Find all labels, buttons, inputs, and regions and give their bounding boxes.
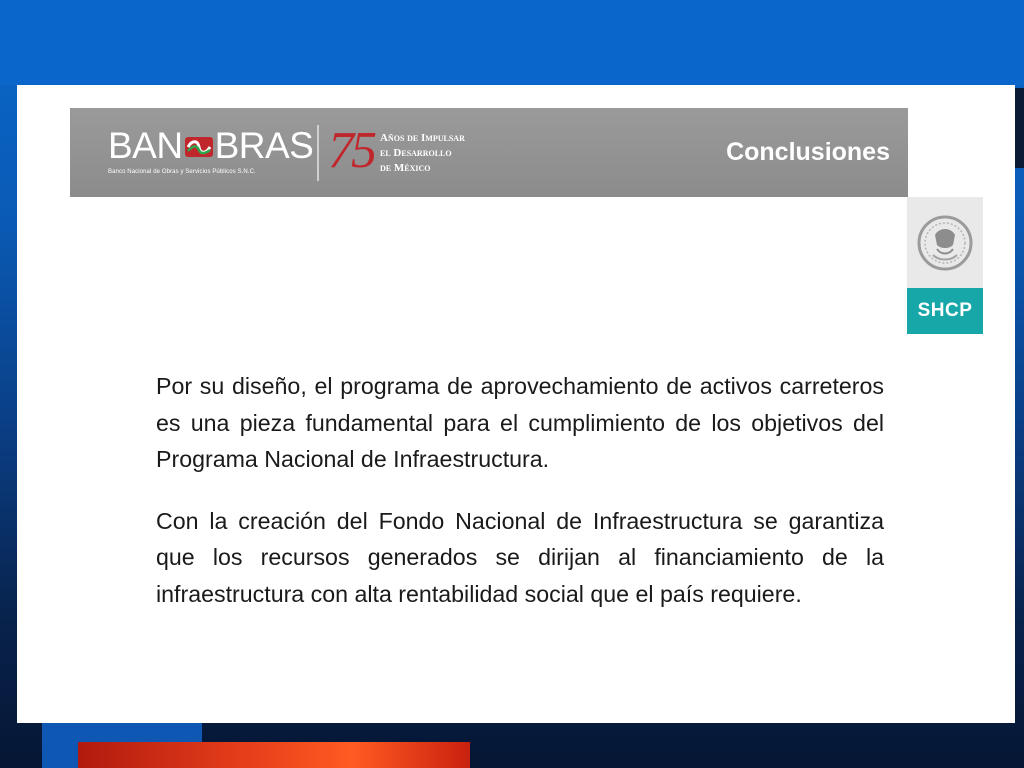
mexico-coat-of-arms-icon bbox=[907, 197, 983, 288]
national-seal-box bbox=[907, 197, 983, 288]
anniversary-line: Años de Impulsar bbox=[380, 132, 465, 144]
conclusion-paragraph: Con la creación del Fondo Nacional de Infraestructura se garantiza que los recursos generados se dirijan al financiamiento de la infraestructura con alta rentabilidad social que el país requiere. bbox=[156, 507, 884, 607]
anniversary-line: el Desarrollo bbox=[380, 147, 452, 159]
anniversary-number: 75 bbox=[328, 122, 374, 179]
anniversary-text bbox=[380, 131, 530, 176]
background-top-band bbox=[0, 0, 1024, 85]
brand-right-text: BRAS bbox=[214, 125, 314, 166]
banobras-emblem-icon bbox=[184, 134, 214, 160]
page-title: Conclusiones bbox=[726, 138, 890, 166]
header-banner bbox=[70, 108, 908, 197]
banobras-logo bbox=[108, 126, 313, 166]
conclusions-body bbox=[156, 368, 884, 637]
logo-divider bbox=[317, 125, 319, 181]
brand-left-text: BAN bbox=[108, 125, 183, 166]
conclusion-paragraph: Por su diseño, el programa de aprovechamiento de activos carreteros es una pieza fundamental para el cumplimiento de los objetivos del Programa Nacional de Infraestructura. bbox=[156, 373, 884, 472]
brand-tagline: Banco Nacional de Obras y Servicios Públicos S.N.C. bbox=[108, 169, 256, 175]
anniversary-line: de México bbox=[380, 162, 431, 174]
background-red-bar bbox=[78, 742, 470, 768]
shcp-badge: SHCP bbox=[907, 288, 983, 334]
